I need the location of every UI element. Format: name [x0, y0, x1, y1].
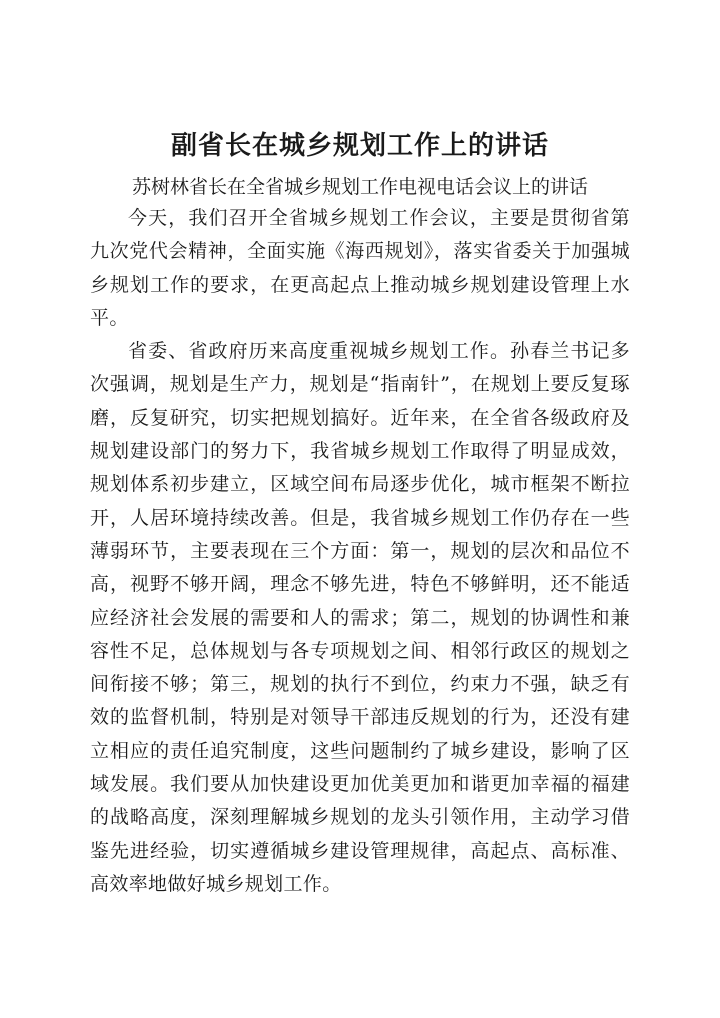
document-subtitle: 苏树林省长在全省城乡规划工作电视电话会议上的讲话 — [131, 176, 588, 198]
document-body — [90, 202, 630, 901]
paragraph-main: 省委、省政府历来高度重视城乡规划工作。孙春兰书记多次强调，规划是生产力，规划是“指南针”，在规划上要反复琢磨，反复研究，切实把规划搞好。近年来，在全省各级政府及规划建设部门的努力下，我省城乡规划工作取得了明显成效，规划体系初步建立，区域空间布局逐步优化，城市框架不断拉开，人居环境持续改善。但是，我省城乡规划工作仍存在一些薄弱环节，主要表现在三个方面：第一，规划的层次和品位不高，视野不够开阔，理念不够先进，特色不够鲜明，还不能适应经济社会发展的需要和人的需求；第二，规划的协调性和兼容性不足，总体规划与各专项规划之间、相邻行政区的规划之间衔接不够；第三，规划的执行不到位，约束力不强，缺乏有效的监督机制，特别是对领导干部违反规划的行为，还没有建立相应的责任追究制度，这些问题制约了城乡建设，影响了区域发展。我们要从加快建设更加优美更加和谐更加幸福的福建的战略高度，深刻理解城乡规划的龙头引领作用，主动学习借鉴先进经验，切实遵循城乡建设管理规律，高起点、高标准、高效率地做好城乡规划工作。 — [90, 340, 630, 895]
paragraph-intro: 今天，我们召开全省城乡规划工作会议，主要是贯彻省第九次党代会精神，全面实施《海西规划》，落实省委关于加强城乡规划工作的要求，在更高起点上推动城乡规划建设管理上水平。 — [90, 207, 630, 329]
document-title: 副省长在城乡规划工作上的讲话 — [170, 131, 549, 161]
